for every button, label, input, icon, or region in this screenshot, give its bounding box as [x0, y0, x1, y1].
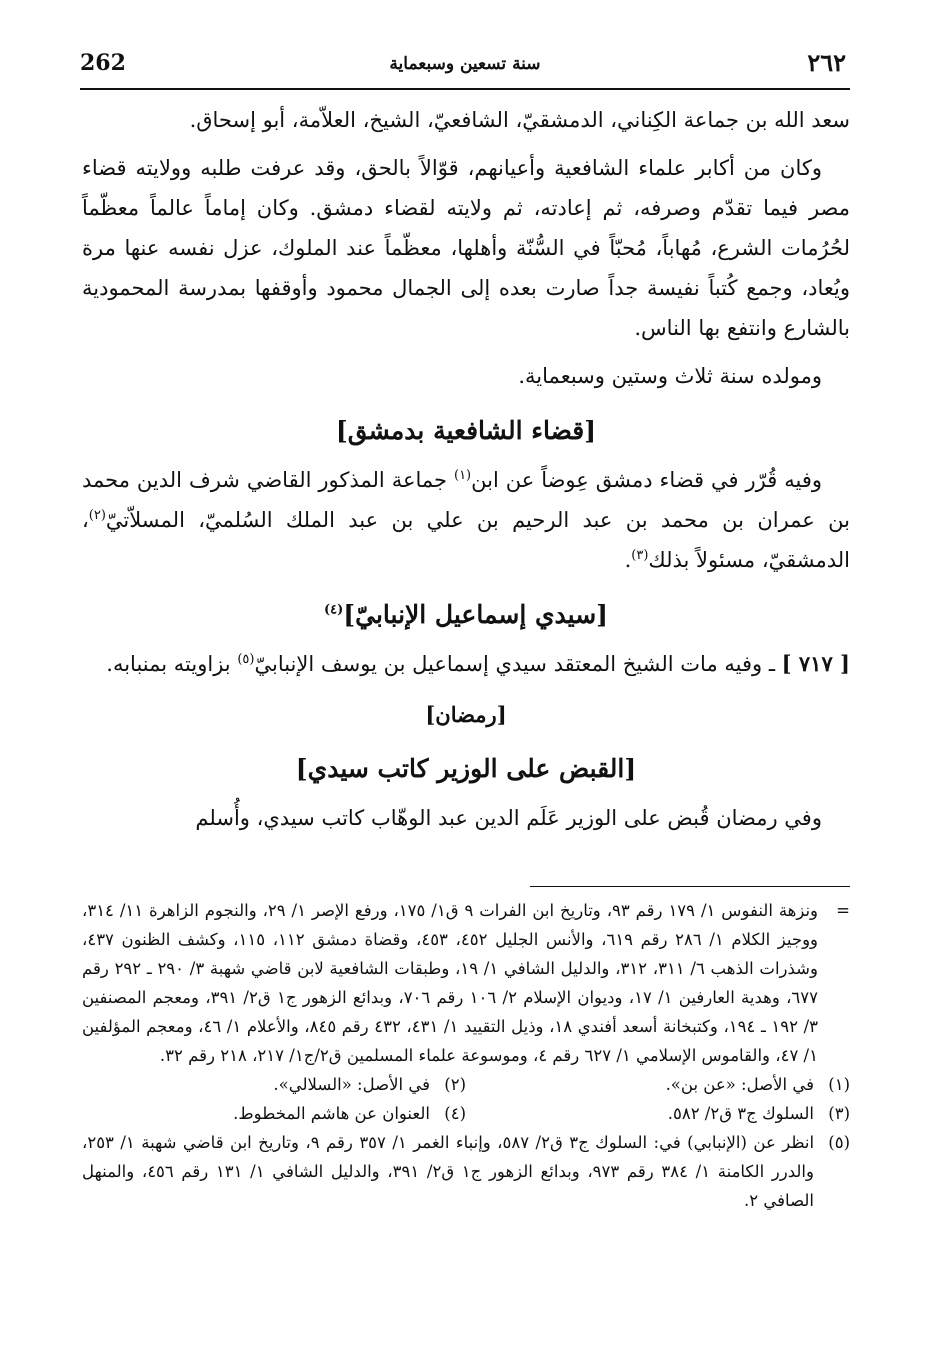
footnote-label: (٤): [444, 1104, 466, 1123]
paragraph-ramadan: وفي رمضان قُبض على الوزير عَلَم الدين عبد الوهّاب كاتب سيدي، وأُسلم: [195, 806, 822, 830]
footnote-ref: (٢): [88, 508, 106, 523]
paragraph-intro: سعد الله بن جماعة الكِناني، الدمشقيّ، الشافعيّ، الشيخ، العلاّمة، أبو إسحاق.: [189, 108, 850, 132]
footnote-label: (٢): [444, 1075, 466, 1094]
footnote-4: [82, 1099, 466, 1128]
section-heading-ramadan: [رمضان]: [425, 702, 507, 727]
footnote-label: (٣): [828, 1104, 850, 1123]
section-heading-shafii-judgeship: [قضاء الشافعية بدمشق]: [335, 416, 597, 445]
section-heading-vizier-arrest: [القبض على الوزير كاتب سيدي]: [295, 754, 637, 783]
page-header: [80, 48, 850, 90]
text-segment: ـ وفيه مات الشيخ المعتقد سيدي إسماعيل بن يوسف الإنبابيّ: [254, 652, 782, 676]
paragraph-birth: ومولده سنة ثلاث وستين وسبعماية.: [518, 364, 822, 388]
footnote-text: في الأصل: «السلالي».: [273, 1075, 430, 1094]
text-segment: ، الدمشقيّ، مسئولاً بذلك: [82, 508, 850, 572]
footnote-text: العنوان عن هاشم المخطوط.: [233, 1104, 430, 1123]
running-title: سنة تسعين وسبعماية: [389, 54, 541, 74]
footnote-text: انظر عن (الإنبابي) في: السلوك ج٣ ق٢/ ٥٨٧، وإنباء الغمر ١/ ٣٥٧ رقم ٩، وتاريخ ابن قاضي شهبة ١/ ٢٥٣، والدرر الكامنة ١/ ٣٨٤ رقم ٩٧٣، وبدائع الزهور ج١ ق٢/ ٣٩١، والدليل الشافي ١/ ١٣١ رقم ٤٥٦، والمنهل الصافي ٢.: [82, 1133, 815, 1210]
footnote-5: [82, 1128, 850, 1215]
footnote-ref: (٤): [323, 602, 344, 618]
page-number-arabic: ٢٦٢: [807, 48, 846, 77]
footnote-1: [466, 1070, 850, 1099]
paragraph-obituary: [82, 644, 850, 684]
footnote-row: [82, 1099, 850, 1128]
footnote-2: [82, 1070, 466, 1099]
main-text: [82, 100, 850, 846]
footnote-divider: [530, 886, 850, 887]
text-segment: بزاويته بمنبابه.: [106, 652, 238, 676]
footnote-text: السلوك ج٣ ق٢/ ٥٨٢.: [667, 1104, 814, 1123]
footnote-continuation: [82, 896, 850, 1070]
entry-number: [ ٧١٧ ]: [781, 651, 850, 676]
section-heading-ismail-inbabi: [82, 588, 850, 642]
footnote-label: (٥): [828, 1133, 850, 1152]
footnote-text: في الأصل: «عن بن».: [665, 1075, 814, 1094]
text-segment: وفيه قُرّر في قضاء دمشق عِوضاً عن ابن: [471, 468, 822, 492]
paragraph-appointment: [82, 460, 850, 580]
paragraph-biography: وكان من أكابر علماء الشافعية وأعيانهم، قوّالاً بالحق، وقد عرفت طلبه وولايته قضاء مصر فيما تقدّم وصرفه، ثم إعادته، ثم ولايته لقضاء دمشق. وكان إماماً عالماً معظّماً لحُرُمات الشرع، مُهاباً، مُحبّاً في السُّنّة وأهلها، معظّماً عند الملوك، عزل نفسه عنها مرة ويُعاد، وجمع كُتباً نفيسة جداً صارت بعده إلى الجمال محمود وأوقفها بمدرسة المحمودية بالشارع وانتفع بها الناس.: [82, 156, 850, 340]
heading-text: [سيدي إسماعيل الإنبابيّ]: [343, 600, 609, 629]
page-number-latin: 262: [80, 50, 126, 76]
footnote-row: [82, 1070, 850, 1099]
text-segment: .: [624, 548, 632, 572]
footnotes: [82, 896, 850, 1215]
footnote-text: ونزهة النفوس ١/ ١٧٩ رقم ٩٣، وتاريخ ابن الفرات ٩ ق١/ ١٧٥، ورفع الإصر ١/ ٢٩، والنجوم الزاهرة ١١/ ٣١٤، ووجيز الكلام ١/ ٢٨٦ رقم ٦١٩، والأنس الجليل ٤٥٢، ٤٥٣، وقضاة دمشق ١١٢، ١١٥، وكشف الظنون ٤٣٧، وشذرات الذهب ٦/ ٣١١، ٣١٢، والدليل الشافي ١/ ١٩، وطبقات الشافعية لابن قاضي شهبة ٣/ ٢٩٠ ـ ٢٩٢ رقم ٦٧٧، وهدية العارفين ١/ ١٧، وديوان الإسلام ٢/ ١٠٦ رقم ٧٠٦، وبدائع الزهور ج١ ق٢/ ٣٩١، ومعجم المصنفين ٣/ ١٩٢ ـ ١٩٤، وكتبخانة أسعد أفندي ١٨، وذيل التقييد ١/ ٤٣١، ٤٣٢ رقم ٨٤٥، والأعلام ١/ ٤٦، ومعجم المؤلفين ١/ ٤٧، والقاموس الإسلامي ١/ ٦٢٧ رقم ٤، وموسوعة علماء المسلمين ق٢/ج١/ ٢١٧، ٢١٨ رقم ٣٢.: [82, 901, 819, 1065]
continuation-marker: =: [836, 901, 850, 920]
text-segment: جماعة المذكور القاضي شرف الدين محمد بن عمران بن محمد بن عبد الرحيم بن علي بن عبد الملك السُلميّ، المسلاّتيّ: [82, 468, 850, 532]
footnote-ref: (٥): [237, 652, 255, 667]
footnote-3: [466, 1099, 850, 1128]
footnote-label: (١): [828, 1075, 850, 1094]
footnote-ref: (٣): [631, 548, 649, 563]
footnote-ref: (١): [453, 468, 472, 483]
